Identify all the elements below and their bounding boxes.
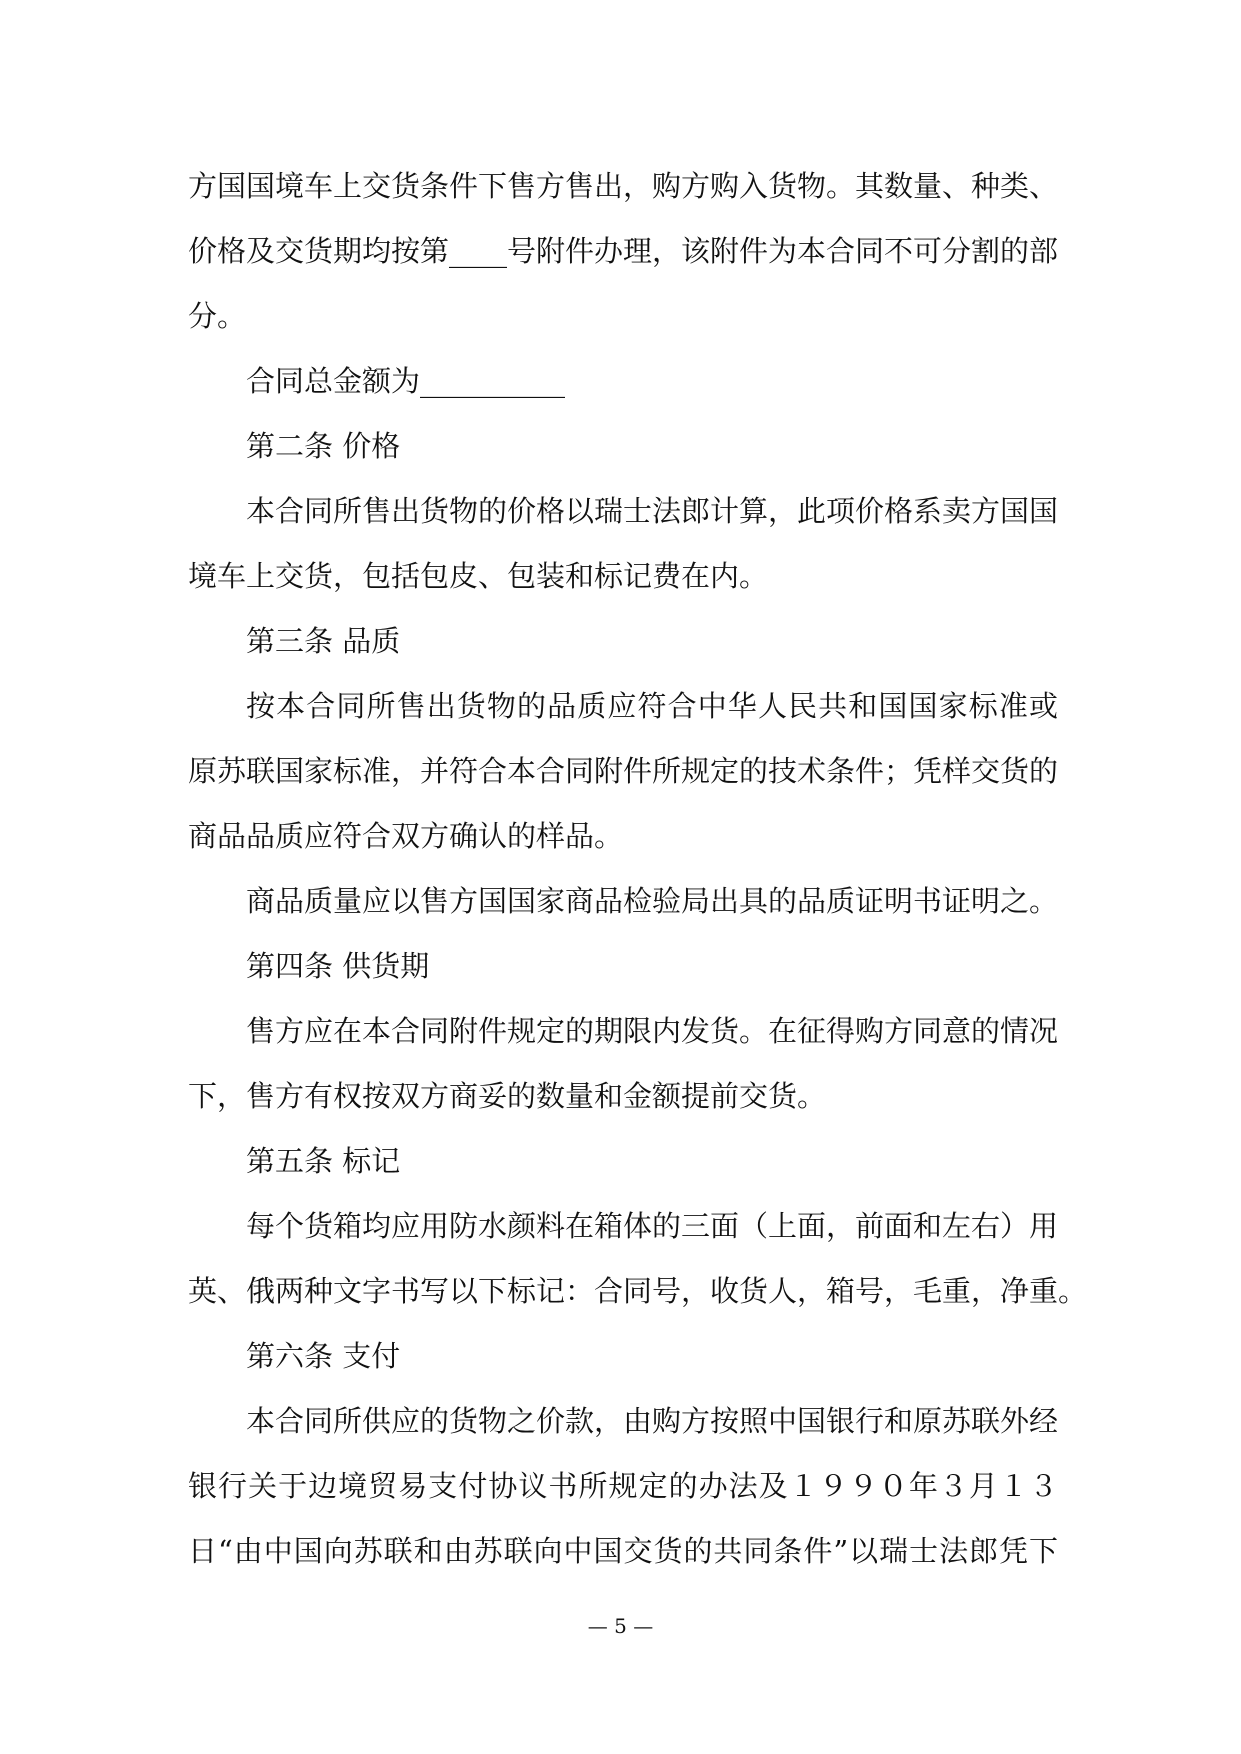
text-line: 每个货箱均应用防水颜料在箱体的三面（上面，前面和左右）用 <box>246 1209 1059 1243</box>
section-heading: 第二条 价格 <box>246 429 401 463</box>
text-line: 分。 <box>188 299 247 333</box>
text-line: 本合同所售出货物的价格以瑞士法郎计算，此项价格系卖方国国 <box>246 494 1059 528</box>
text-line: 商品质量应以售方国国家商品检验局出具的品质证明书证明之。 <box>246 884 1059 918</box>
section-heading: 第四条 供货期 <box>246 949 430 983</box>
text-line: 合同总金额为__________ <box>246 364 566 398</box>
text-line: 下，售方有权按双方商妥的数量和金额提前交货。 <box>188 1079 827 1113</box>
text-line: 英、俄两种文字书写以下标记：合同号，收货人，箱号，毛重，净重。 <box>188 1274 1088 1308</box>
text-line: 日“由中国向苏联和由苏联向中国交货的共同条件”以瑞士法郎凭下 <box>188 1534 1058 1568</box>
text-line: 本合同所供应的货物之价款，由购方按照中国银行和原苏联外经 <box>246 1404 1059 1438</box>
text-line: 境车上交货，包括包皮、包装和标记费在内。 <box>188 559 769 593</box>
page-number: — 5 — <box>587 1614 654 1638</box>
text-line: 原苏联国家标准，并符合本合同附件所规定的技术条件；凭样交货的 <box>188 754 1059 788</box>
section-heading: 第六条 支付 <box>246 1339 401 1373</box>
text-line: 价格及交货期均按第____号附件办理，该附件为本合同不可分割的部 <box>188 234 1059 268</box>
text-line: 方国国境车上交货条件下售方售出，购方购入货物。其数量、种类、 <box>188 169 1059 203</box>
text-line: 按本合同所售出货物的品质应符合中华人民共和国国家标准或 <box>246 689 1058 723</box>
text-line: 售方应在本合同附件规定的期限内发货。在征得购方同意的情况 <box>246 1014 1059 1048</box>
section-heading: 第三条 品质 <box>246 624 401 658</box>
section-heading: 第五条 标记 <box>246 1144 401 1178</box>
text-line: 银行关于边境贸易支付协议书所规定的办法及１９９０年３月１３ <box>188 1469 1058 1503</box>
text-line: 商品品质应符合双方确认的样品。 <box>188 819 624 853</box>
